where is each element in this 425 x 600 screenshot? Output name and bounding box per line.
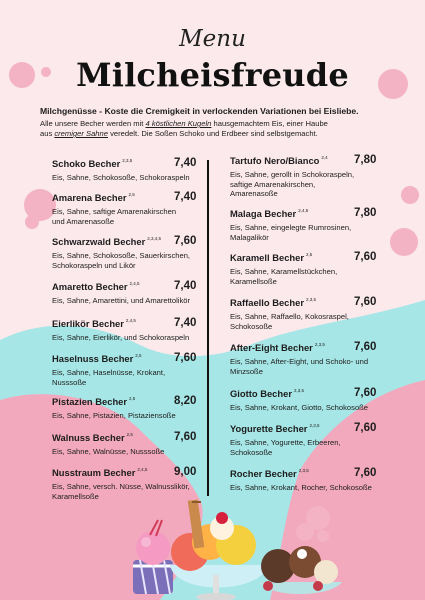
menu-item-price: 7,60: [354, 296, 377, 308]
allergen-codes: 2,5: [129, 396, 136, 401]
menu-item-description: Eis, Sahne, Karamellstückchen, Karamellsoße: [230, 267, 338, 286]
menu-item-price: 7,40: [174, 280, 197, 292]
allergen-codes: 2,5: [135, 353, 142, 358]
menu-item: [52, 158, 222, 183]
allergen-codes: 2,3,5: [305, 297, 316, 302]
menu-item: [230, 388, 400, 413]
menu-item: [52, 281, 222, 306]
allergen-codes: 2,3,5: [298, 468, 309, 473]
menu-item: [52, 192, 222, 226]
menu-item-name: Karamell Becher $^{2,5}$: [230, 252, 313, 263]
menu-item-description: Eis, Sahne, versch. Nüsse, Walnusslikör, Karamellsoße: [52, 482, 190, 501]
menu-item-price: 9,00: [174, 466, 197, 478]
page-title: Milcheisfreude: [76, 56, 349, 94]
menu-item-price: 8,20: [174, 395, 197, 407]
menu-item: [230, 468, 400, 493]
menu-item: [52, 236, 222, 270]
menu-item-description: Eis, Sahne, Schokosoße, Sauerkirschen, Schokoraspeln und Likör: [52, 251, 191, 270]
menu-item-price: 7,60: [174, 431, 197, 443]
menu-item-price: 7,60: [354, 422, 377, 434]
menu-item-name: Yogurette Becher $^{2,3,5}$: [230, 423, 320, 434]
menu-item: [230, 423, 400, 457]
menu-item-name: Amarena Becher $^{2,5}$: [52, 192, 135, 203]
menu-item-name: Amaretto Becher $^{2,4,5}$: [52, 281, 140, 292]
menu-item-name: Haselnuss Becher $^{2,5}$: [52, 353, 142, 364]
menu-item-name: Walnuss Becher $^{2,5}$: [52, 432, 133, 443]
menu-item: [230, 342, 400, 376]
allergen-codes: 2,5: [128, 192, 135, 197]
menu-item-price: 7,40: [174, 157, 197, 169]
menu-item-description: Eis, Sahne, Schokosoße, Schokoraspeln: [52, 173, 190, 182]
menu-item: [230, 252, 400, 286]
menu-item-price: 7,40: [174, 317, 197, 329]
menu-item-price: 7,60: [354, 251, 377, 263]
intro-text: Alle unsere Becher werden mit 4 köstlichen Kugeln hausgemachtem Eis, einer Haube aus cremiger Sahne veredelt. Die Soßen Schoko und Erdbeer sind selbstgemacht.: [40, 119, 328, 138]
menu-item-name: Giotto Becher $^{2,3,5}$: [230, 388, 305, 399]
allergen-codes: 2,4,5: [298, 208, 309, 213]
menu-item-name: Nusstraum Becher $^{2,4,5}$: [52, 467, 148, 478]
allergen-codes: 2,4,5: [137, 467, 148, 472]
allergen-codes: 2,5: [126, 432, 133, 437]
menu-item-name: Malaga Becher $^{2,4,5}$: [230, 208, 309, 219]
decor-bubble: [317, 530, 329, 542]
intro-emphasis-kugeln: 4 köstlichen Kugeln: [145, 119, 212, 128]
menu-item-price: 7,60: [174, 352, 197, 364]
menu-item-description: Eis, Sahne, saftige Amarenakirschen und Amarenasoße: [52, 207, 177, 226]
menu-item: [52, 396, 222, 421]
menu-item-description: Eis, Sahne, After-Eight, und Schoko- und Minzsoße: [230, 357, 369, 376]
menu-item: [52, 432, 222, 457]
menu-item-description: Eis, Sahne, Haselnüsse, Krokant, Nusssoße: [52, 368, 166, 387]
allergen-codes: 2,4,5: [125, 318, 136, 323]
menu-item: [52, 353, 222, 387]
intro-emphasis-sahne: cremiger Sahne: [54, 129, 108, 138]
menu-item-name: Eierlikör Becher $^{2,4,5}$: [52, 318, 136, 329]
menu-item-name: Schwarzwald Becher $^{2,3,4,5}$: [52, 236, 162, 247]
menu-item-description: Eis, Sahne, eingelegte Rumrosinen, Malagalikör: [230, 223, 352, 242]
menu-item: [230, 155, 400, 199]
menu-item-description: Eis, Sahne, Krokant, Rocher, Schokosoße: [230, 483, 372, 492]
menu-item-description: Eis, Sahne, Yogurette, Erbeeren, Schokosoße: [230, 438, 341, 457]
menu-item: [52, 467, 222, 501]
menu-item-name: Pistazien Becher $^{2,5}$: [52, 396, 136, 407]
allergen-codes: 2,4: [321, 155, 328, 160]
allergen-codes: 2,3,4,5: [147, 236, 162, 241]
decor-bubble: [296, 523, 314, 541]
menu-item-price: 7,80: [354, 154, 377, 166]
menu-item-price: 7,60: [354, 467, 377, 479]
menu-item-name: After-Eight Becher $^{2,3,5}$: [230, 342, 325, 353]
menu-item-name: Raffaello Becher $^{2,3,5}$: [230, 297, 316, 308]
menu-item-description: Eis, Sahne, Krokant, Giotto, Schokosoße: [230, 403, 369, 412]
menu-item-price: 7,60: [174, 235, 197, 247]
decor-bubble: [401, 186, 419, 204]
menu-item-description: Eis, Sahne, Pistazien, Pistaziensoße: [52, 411, 176, 420]
menu-item-description: Eis, Sahne, Walnüsse, Nusssoße: [52, 447, 165, 456]
menu-item-price: 7,80: [354, 207, 377, 219]
menu-item: [230, 208, 400, 242]
allergen-codes: 2,3,5: [294, 388, 305, 393]
menu-item-name: Schoko Becher $^{2,3,5}$: [52, 158, 133, 169]
menu-item-price: 7,40: [174, 191, 197, 203]
menu-item-description: Eis, Sahne, Amarettini, und Amarettolikör: [52, 296, 191, 305]
menu-item: [52, 318, 222, 343]
menu-item-price: 7,60: [354, 387, 377, 399]
decor-bubble: [25, 215, 39, 229]
script-title: Menu: [179, 26, 246, 52]
allergen-codes: 2,5: [306, 252, 313, 257]
allergen-codes: 2,3,5: [122, 158, 133, 163]
menu-item-description: Eis, Sahne, Eierlikör, und Schokoraspeln: [52, 333, 190, 342]
menu-item-description: Eis, Sahne, gerollt in Schokoraspeln, saftige Amarenakirschen, Amarenasoße: [230, 170, 355, 198]
menu-item-name: Tartufo Nero/Bianco $^{2,4}$: [230, 155, 328, 166]
tagline: Milchgenüsse - Koste die Cremigkeit in verlockenden Variationen bei Eisliebe.: [40, 106, 359, 116]
allergen-codes: 2,3,5: [314, 342, 325, 347]
menu-item-name: Rocher Becher $^{2,3,5}$: [230, 468, 309, 479]
menu-item: [230, 297, 400, 331]
menu-item-price: 7,60: [354, 341, 377, 353]
menu-item-description: Eis, Sahne, Raffaello, Kokosraspel, Schokosoße: [230, 312, 349, 331]
allergen-codes: 2,3,5: [309, 423, 320, 428]
allergen-codes: 2,4,5: [129, 281, 140, 286]
